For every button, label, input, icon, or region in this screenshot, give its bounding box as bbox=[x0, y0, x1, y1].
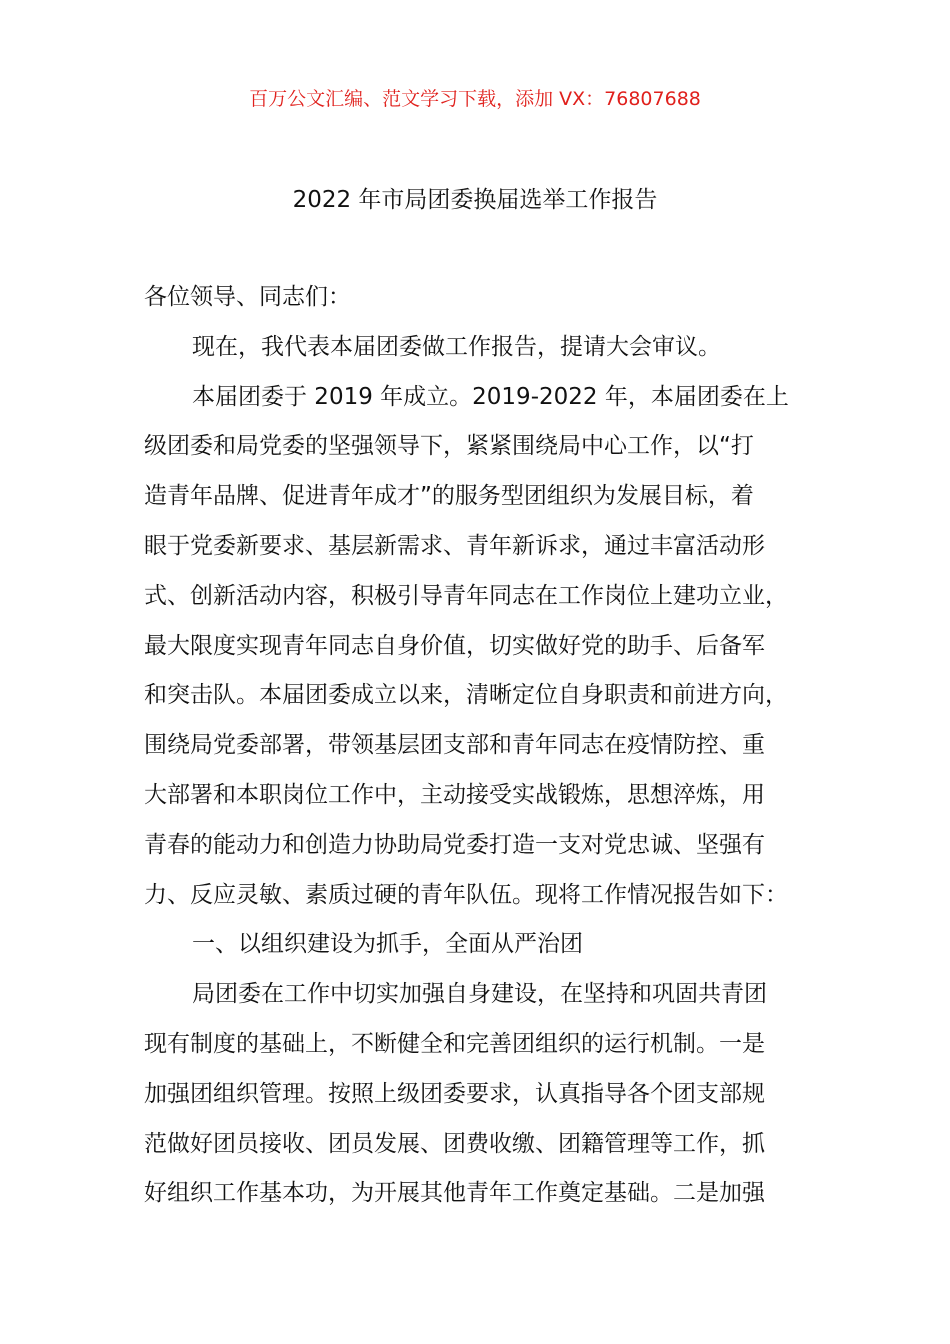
watermark-banner: 百万公文汇编、范文学习下载，添加 VX：76807688 bbox=[249, 88, 701, 110]
body-line: 力、反应灵敏、素质过硬的青年队伍。现将工作情况报告如下： bbox=[144, 881, 788, 908]
body-line: 大部署和本职岗位工作中，主动接受实战锻炼，思想淬炼，用 bbox=[144, 781, 765, 808]
body-line: 范做好团员接收、团员发展、团费收缴、团籍管理等工作，抓 bbox=[144, 1130, 765, 1157]
body-line: 现在，我代表本届团委做工作报告，提请大会审议。 bbox=[192, 333, 721, 360]
body-line: 青春的能动力和创造力协助局党委打造一支对党忠诚、坚强有 bbox=[144, 831, 765, 858]
body-line: 局团委在工作中切实加强自身建设，在坚持和巩固共青团 bbox=[192, 981, 767, 1008]
body-line: 本届团委于 2019 年成立。2019-2022 年，本届团委在上 bbox=[192, 383, 789, 410]
body-line: 眼于党委新要求、基层新需求、青年新诉求，通过丰富活动形 bbox=[144, 532, 765, 559]
document-title: 2022 年市局团委换届选举工作报告 bbox=[292, 187, 658, 213]
body-line: 最大限度实现青年同志自身价值，切实做好党的助手、后备军 bbox=[144, 632, 765, 659]
body-line: 级团委和局党委的坚强领导下，紧紧围绕局中心工作，以“打 bbox=[144, 433, 754, 460]
body-line: 和突击队。本届团委成立以来，清晰定位自身职责和前进方向， bbox=[144, 682, 788, 709]
body-line: 造青年品牌、促进青年成才”的服务型团组织为发展目标，着 bbox=[144, 483, 754, 510]
body-line: 围绕局党委部署，带领基层团支部和青年同志在疫情防控、重 bbox=[144, 732, 765, 759]
salutation: 各位领导、同志们： bbox=[144, 284, 351, 310]
body-line: 好组织工作基本功，为开展其他青年工作奠定基础。二是加强 bbox=[144, 1180, 765, 1207]
section-heading: 一、以组织建设为抓手，全面从严治团 bbox=[192, 931, 583, 958]
body-line: 现有制度的基础上，不断健全和完善团组织的运行机制。一是 bbox=[144, 1030, 765, 1057]
body-line: 式、创新活动内容，积极引导青年同志在工作岗位上建功立业， bbox=[144, 582, 788, 609]
body-line: 加强团组织管理。按照上级团委要求，认真指导各个团支部规 bbox=[144, 1080, 765, 1107]
document-body bbox=[144, 282, 844, 1228]
